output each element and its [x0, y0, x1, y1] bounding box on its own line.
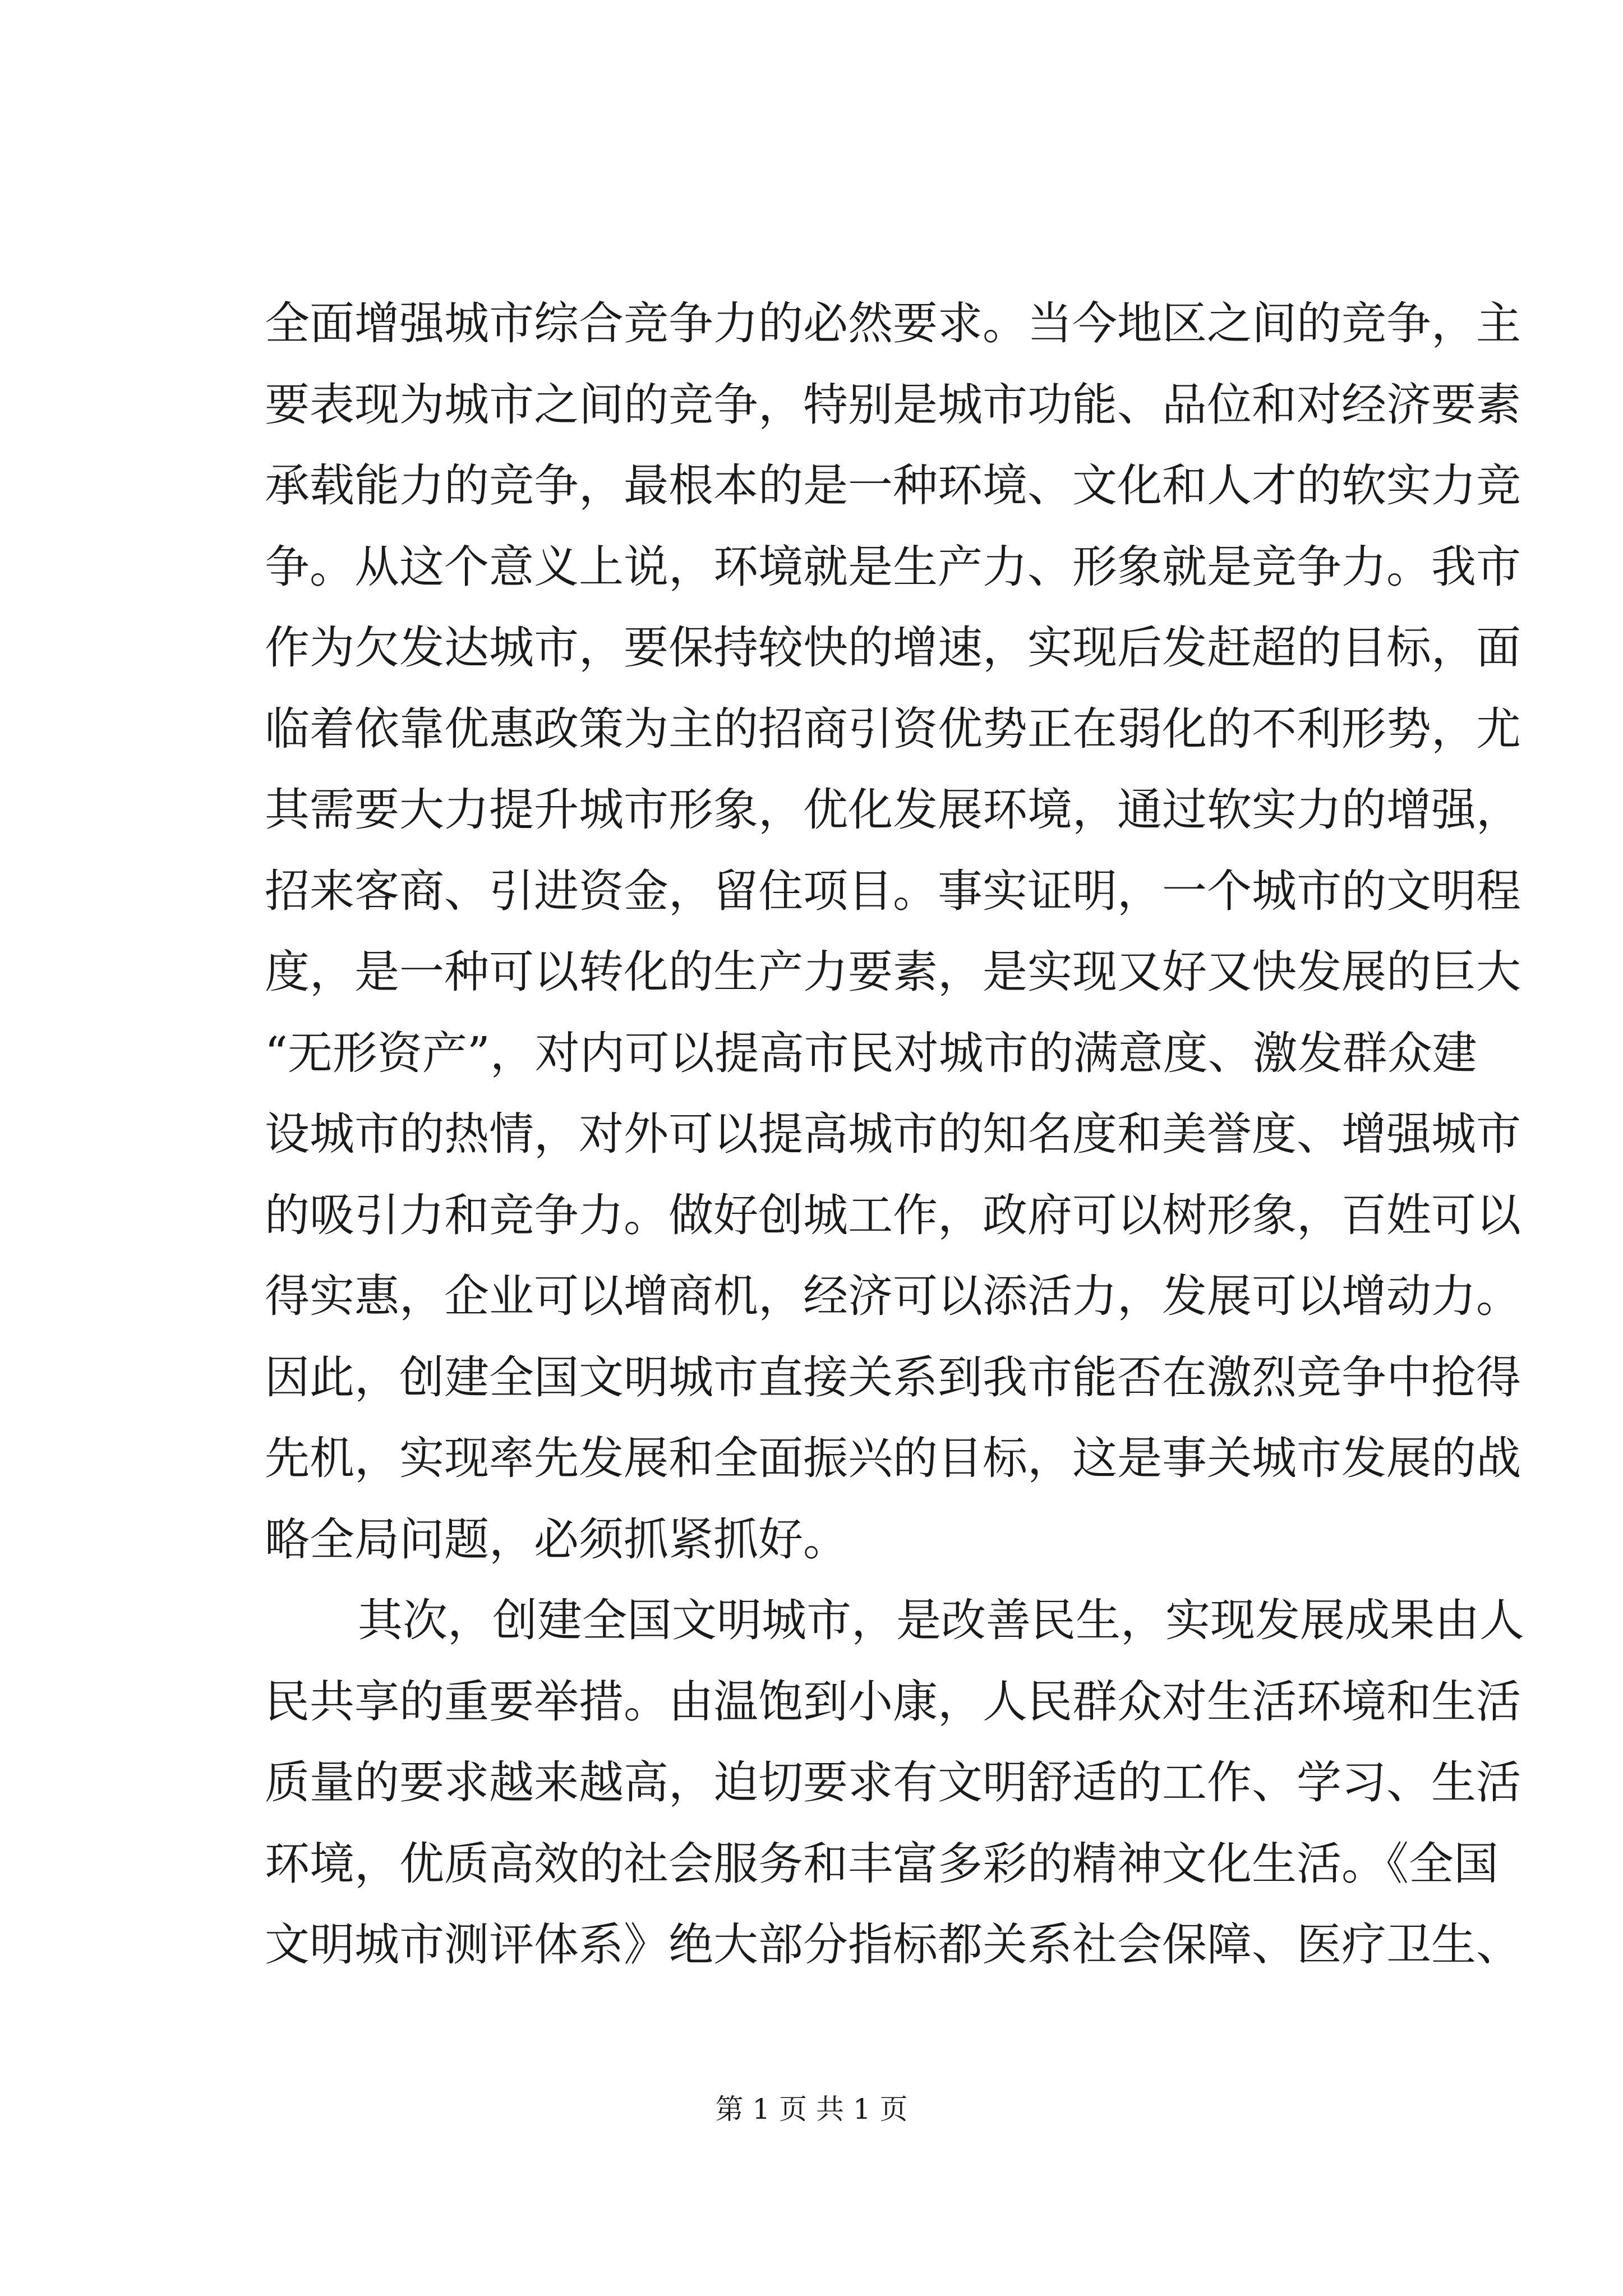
text-line: 其需要大力提升城市形象，优化发展环境，通过软实力的增强， [265, 784, 1521, 836]
text-line: 作为欠发达城市，要保持较快的增速，实现后发赶超的目标，面 [265, 622, 1521, 674]
text-line: 承载能力的竞争，最根本的是一种环境、文化和人才的软实力竞 [265, 459, 1521, 512]
text-line: 全面增强城市综合竞争力的必然要求。当今地区之间的竞争，主 [265, 297, 1521, 349]
text-line: 临着依靠优惠政策为主的招商引资优势正在弱化的不利形势，尤 [265, 702, 1521, 755]
text-line: 先机，实现率先发展和全面振兴的目标，这是事关城市发展的战 [265, 1432, 1521, 1484]
text-line: 文明城市测评体系》绝大部分指标都关系社会保障、医疗卫生、 [265, 1918, 1521, 1971]
text-line: 其次，创建全国文明城市，是改善民生，实现发展成果由人 [358, 1594, 1524, 1646]
text-line: 的吸引力和竞争力。做好创城工作，政府可以树形象，百姓可以 [265, 1189, 1521, 1241]
text-line: 略全局问题，必须抓紧抓好。 [265, 1513, 848, 1566]
text-line: “无形资产”，对内可以提高市民对城市的满意度、激发群众建 [265, 1027, 1477, 1079]
text-line: 招来客商、引进资金，留住项目。事实证明，一个城市的文明程 [265, 864, 1521, 917]
text-line: 因此，创建全国文明城市直接关系到我市能否在激烈竞争中抢得 [265, 1351, 1521, 1404]
text-line: 环境，优质高效的社会服务和丰富多彩的精神文化生活。《全国 [265, 1837, 1498, 1890]
text-line: 度，是一种可以转化的生产力要素，是实现又好又快发展的巨大 [265, 946, 1521, 998]
text-line: 民共享的重要举措。由温饱到小康，人民群众对生活环境和生活 [265, 1675, 1521, 1728]
text-line: 要表现为城市之间的竞争，特别是城市功能、品位和对经济要素 [265, 378, 1521, 431]
page-number: 第 1 页 共 1 页 [715, 2093, 908, 2125]
text-line: 设城市的热情，对外可以提高城市的知名度和美誉度、增强城市 [265, 1108, 1521, 1160]
text-line: 争。从这个意义上说，环境就是生产力、形象就是竞争力。我市 [265, 540, 1521, 593]
text-line: 得实惠，企业可以增商机，经济可以添活力，发展可以增动力。 [265, 1270, 1521, 1322]
body-text [265, 283, 1524, 1986]
text-line: 质量的要求越来越高，迫切要求有文明舒适的工作、学习、生活 [265, 1756, 1521, 1809]
page-footer [0, 2090, 1623, 2129]
